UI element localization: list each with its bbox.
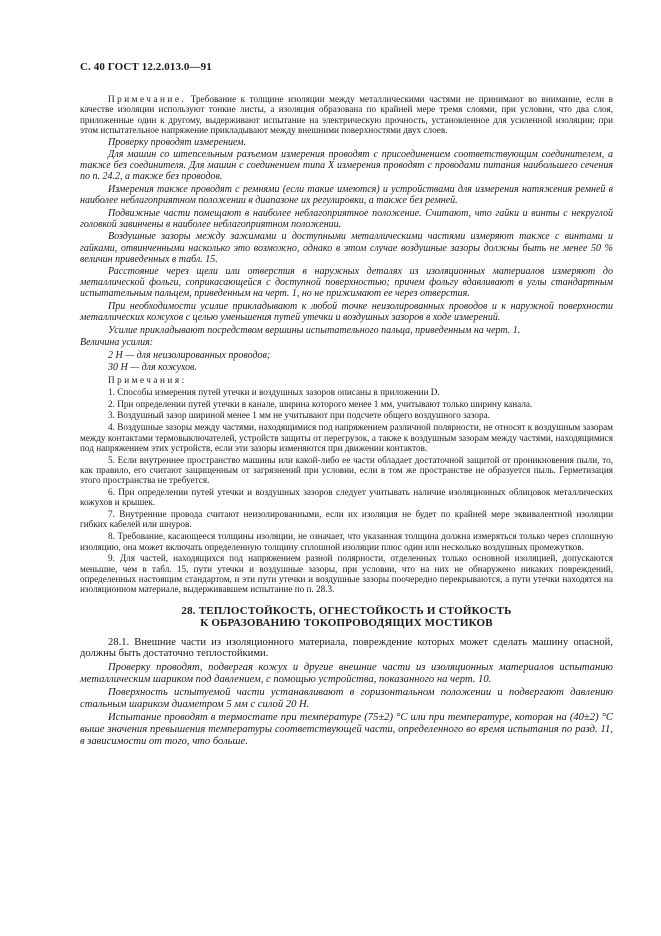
force-item: 2 Н — для неизолированных проводов;	[108, 349, 271, 361]
note-text: Требование к толщине изоляции между металлическими частями не принимают во внимание, если в качестве изоляции используют тонкие листы, а изоляция образована по крайней мере тремя слоями, при условии, что два слоя, приложенные один к другому, выдерживают испытание на электрическую прочность, установленное для усиленной изоляции; при этом испытательное напряжение прикладывают между внешними поверхностями двух слоев.	[80, 94, 613, 135]
page-header: С. 40 ГОСТ 12.2.013.0—91	[80, 61, 212, 73]
notes-label-text: Примечания:	[108, 375, 187, 386]
section-heading	[80, 605, 613, 630]
note-item: 6. При определении путей утечки и воздушных зазоров следует учитывать наличие изоляционных облицовок металлических кожухов и крышек.	[80, 487, 613, 508]
paragraph: Измерения также проводят с ремнями (если такие имеются) и устройствами для измерения натяжения ремней в наиболее неблагоприятном положении в диапазоне их регулировки, а также без ремней.	[80, 184, 613, 207]
paragraph: Расстояние через щели или отверстия в наружных деталях из изоляционных материалов измеряют до металлической фольги, соприкасающейся с доступной поверхностью; причем фольгу вдавливают в углы стандартным испытательным пальцем, приведенным на черт. 1, но не прижимают ее через отверстия.	[80, 266, 613, 300]
section-heading-line: 28. ТЕПЛОСТОЙКОСТЬ, ОГНЕСТОЙКОСТЬ И СТОЙКОСТЬ	[181, 604, 512, 617]
notes-label	[80, 375, 613, 385]
section-paragraph: Испытание проводят в термостате при температуре (75±2) °С или при температуре, которая на (40±2) °С выше значения превышения температуры соответствующей части, определенного во время испытания по разд. 11, в зависимости от того, что больше.	[80, 712, 613, 748]
note-item: 3. Воздушный зазор шириной менее 1 мм не учитывают при подсчете общего воздушного зазора.	[108, 410, 490, 421]
paragraph: Воздушные зазоры между зажимами и доступными металлическими частями измеряют также с винтами и гайками, отвинченными насколько это возможно, однако в этом случае воздушные зазоры должны быть не менее 50 % величин приведенных в табл. 15.	[80, 231, 613, 265]
note-item: 9. Для частей, находящихся под напряжением разной полярности, отделенных только основной изоляцией, допускаются меньшие, чем в табл. 15, пути утечки и воздушные зазоры, при условии, что на них не обнаружено никаких повреждений, определенных настоящим стандартом, и эти пути утечки и воздушные зазоры поочередно перекрываются, а пути утечки находятся на изоляционном материале, выдерживавшем испытание по п. 28.3.	[80, 553, 613, 595]
note-item: 7. Внутренние провода считают неизолированными, если их изоляция не будет по крайней мере эквивалентной изоляции гибких кабелей или шнуров.	[80, 509, 613, 530]
section-heading-line: К ОБРАЗОВАНИЮ ТОКОПРОВОДЯЩИХ МОСТИКОВ	[200, 617, 493, 629]
paragraph: Подвижные части помещают в наиболее неблагоприятное положение. Считают, что гайки и винты с некруглой головкой завинчены в наиболее неблагоприятном положении.	[80, 207, 613, 230]
note-item: 5. Если внутреннее пространство машины или какой-либо ее части обладает достаточной защитой от проникновения пыли, то, как правило, его считают защищенным от загрязнений при условии, если в том же пространстве не образуется пыль. Герметизация этого пространства не требуется.	[80, 454, 613, 486]
note-label: Примечание.	[108, 94, 187, 104]
paragraph: При необходимости усилие прикладывают к любой точке неизолированных проводов и к наружной поверхности металлических кожухов с целью уменьшения путей утечки и воздушных зазоров в ходе измерений.	[80, 301, 613, 324]
section-paragraph: Проверку проводят, подвергая кожух и другие внешние части из изоляционных материалов испытанию металлическим шариком под давлением, с помощью устройства, показанного на черт. 10.	[80, 661, 613, 685]
note-item: 4. Воздушные зазоры между частями, находящимися под напряжением различной полярности, не относят к воздушным зазорам между контактами термовыключателей, устройств защиты от перегрузок, а также к воздушным зазорам между частями, находящимися под напряжением этих устройств, если эти зазоры изменяются при движении контактов.	[80, 422, 613, 453]
paragraph: Усилие прикладывают посредством вершины испытательного пальца, приведенным на черт. 1.	[108, 324, 521, 336]
force-label: Величина усилия:	[80, 337, 154, 349]
note-paragraph	[80, 94, 613, 135]
paragraph: Для машин со штепсельным разъемом измерения проводят с присоединением соответствующим соединителем, а также без соединителя. Для машин с соединением типа X измерения проводят с проводами питания наибольшего сечения по п. 24.2, а также без проводов.	[80, 149, 613, 183]
force-item: 30 Н — для кожухов.	[108, 362, 197, 374]
note-item: 1. Способы измерения путей утечки и воздушных зазоров описаны в приложении D.	[108, 386, 440, 397]
note-item: 8. Требование, касающееся толщины изоляции, не означает, что указанная толщина должна измеряться только через сплошную изоляцию, она может включать определенную толщину сплошной изоляции плюс один или несколько воздушных промежутков.	[80, 531, 613, 552]
paragraph: Проверку проводят измерением.	[108, 136, 247, 148]
document-body	[80, 94, 613, 750]
section-paragraph: 28.1. Внешние части из изоляционного материала, повреждение которых может сделать машину опасной, должны быть достаточно теплостойкими.	[80, 636, 613, 660]
note-item: 2. При определении путей утечки в канале, ширина которого менее 1 мм, учитывают только ширину канала.	[108, 398, 533, 409]
section-paragraph: Поверхность испытуемой части устанавливают в горизонтальном положении и подвергают давлению стальным шариком диаметром 5 мм с силой 20 Н.	[80, 687, 613, 711]
